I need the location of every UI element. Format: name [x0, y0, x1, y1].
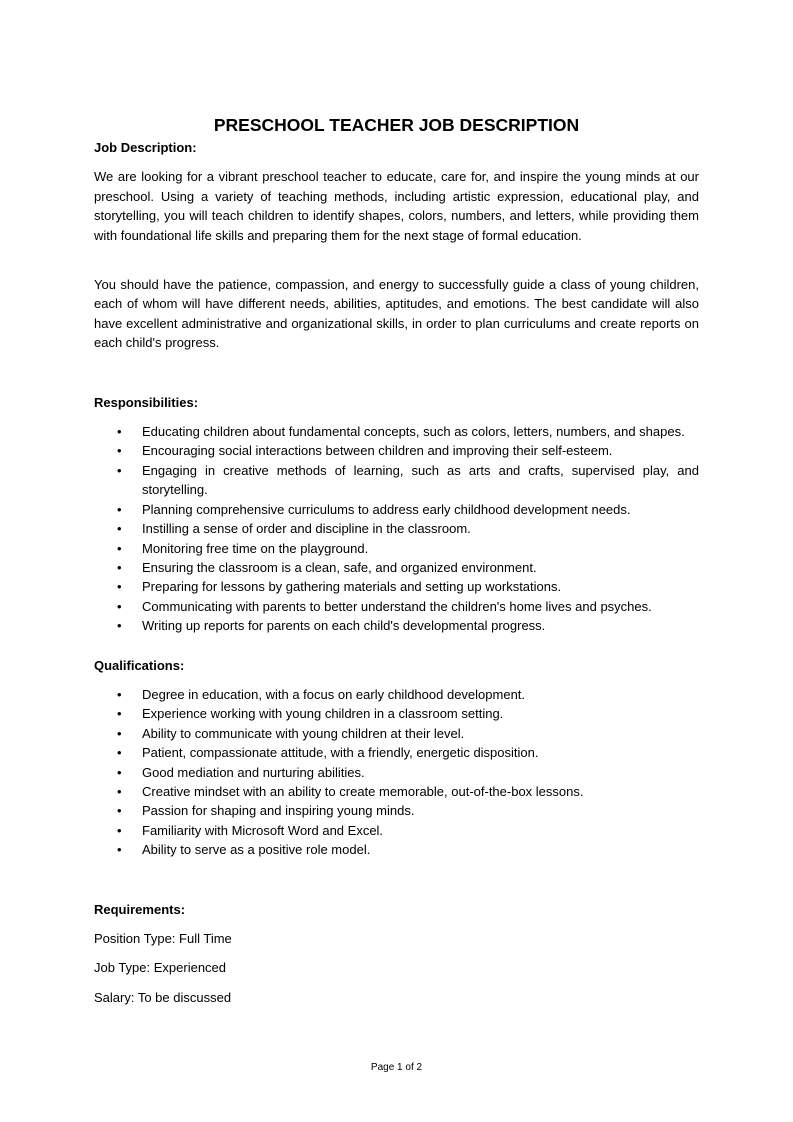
job-description-heading: Job Description:: [94, 140, 197, 155]
list-item: • Planning comprehensive curriculums to address early childhood development needs.: [94, 500, 699, 519]
bullet-icon: •: [117, 842, 122, 858]
list-item: • Creative mindset with an ability to create memorable, out-of-the-box lessons.: [94, 782, 699, 801]
list-item: • Passion for shaping and inspiring young minds.: [94, 801, 699, 820]
list-item: • Familiarity with Microsoft Word and Excel.: [94, 821, 699, 840]
bullet-icon: •: [117, 618, 122, 634]
page-number: Page 1 of 2: [370, 1062, 423, 1073]
requirement-salary: Salary: To be discussed: [94, 989, 232, 1005]
list-item: • Patient, compassionate attitude, with a friendly, energetic disposition.: [94, 743, 699, 762]
list-item: • Writing up reports for parents on each child's developmental progress.: [94, 616, 699, 635]
list-item: • Ability to serve as a positive role model.: [94, 840, 699, 859]
document-title: PRESCHOOL TEACHER JOB DESCRIPTION: [213, 115, 580, 135]
bullet-icon: •: [117, 803, 122, 819]
bullet-icon: •: [117, 764, 122, 780]
requirement-job-type: Job Type: Experienced: [94, 960, 227, 976]
requirement-position-type: Position Type: Full Time: [94, 931, 232, 946]
bullet-icon: •: [117, 462, 122, 478]
bullet-icon: •: [117, 424, 122, 440]
bullet-icon: •: [117, 521, 122, 537]
list-item: • Experience working with young children in a classroom setting.: [94, 704, 699, 723]
bullet-icon: •: [117, 501, 122, 517]
bullet-icon: •: [117, 559, 122, 575]
bullet-icon: •: [117, 598, 122, 614]
bullet-icon: •: [117, 822, 122, 838]
document-body: [94, 138, 699, 1007]
qualifications-list: [94, 685, 699, 860]
job-description-paragraph: We are looking for a vibrant preschool teacher to educate, care for, and inspire the young minds at our preschool. Using a variety of teaching methods, including artistic expression, educational play, and storytelling, you will teach children to identify shapes, colors, numbers, and letters, while providing them with foundational life skills and preparing them for the next stage of formal education.: [94, 169, 699, 243]
responsibilities-heading: Responsibilities:: [94, 394, 199, 410]
list-item: • Good mediation and nurturing abilities.: [94, 763, 699, 782]
requirements-heading: Requirements:: [94, 901, 186, 917]
list-item: • Preparing for lessons by gathering materials and setting up workstations.: [94, 577, 699, 596]
bullet-icon: •: [117, 706, 122, 722]
bullet-icon: •: [117, 725, 122, 741]
bullet-icon: •: [117, 745, 122, 761]
qualifications-heading: Qualifications:: [94, 657, 185, 673]
list-item: • Ensuring the classroom is a clean, safe, and organized environment.: [94, 558, 699, 577]
bullet-icon: •: [117, 783, 122, 799]
list-item: • Educating children about fundamental concepts, such as colors, letters, numbers, and shapes.: [94, 422, 699, 441]
job-description-paragraph: You should have the patience, compassion, and energy to successfully guide a class of young children, each of whom will have different needs, abilities, aptitudes, and emotions. The best candidate will also have excellent administrative and organizational skills, in order to plan curriculums and create reports on each child's progress.: [94, 277, 699, 351]
list-item: • Instilling a sense of order and discipline in the classroom.: [94, 519, 699, 538]
list-item: • Degree in education, with a focus on early childhood development.: [94, 685, 699, 704]
list-item: • Encouraging social interactions between children and improving their self-esteem.: [94, 441, 699, 460]
list-item: • Ability to communicate with young children at their level.: [94, 724, 699, 743]
list-item: • Communicating with parents to better understand the children's home lives and psyches.: [94, 597, 699, 616]
responsibilities-list: [94, 422, 699, 635]
bullet-icon: •: [117, 540, 122, 556]
list-item: • Monitoring free time on the playground.: [94, 539, 699, 558]
list-item: • Engaging in creative methods of learning, such as arts and crafts, supervised play, and storytelling.: [117, 462, 699, 498]
bullet-icon: •: [117, 686, 122, 702]
bullet-icon: •: [117, 443, 122, 459]
bullet-icon: •: [117, 579, 122, 595]
